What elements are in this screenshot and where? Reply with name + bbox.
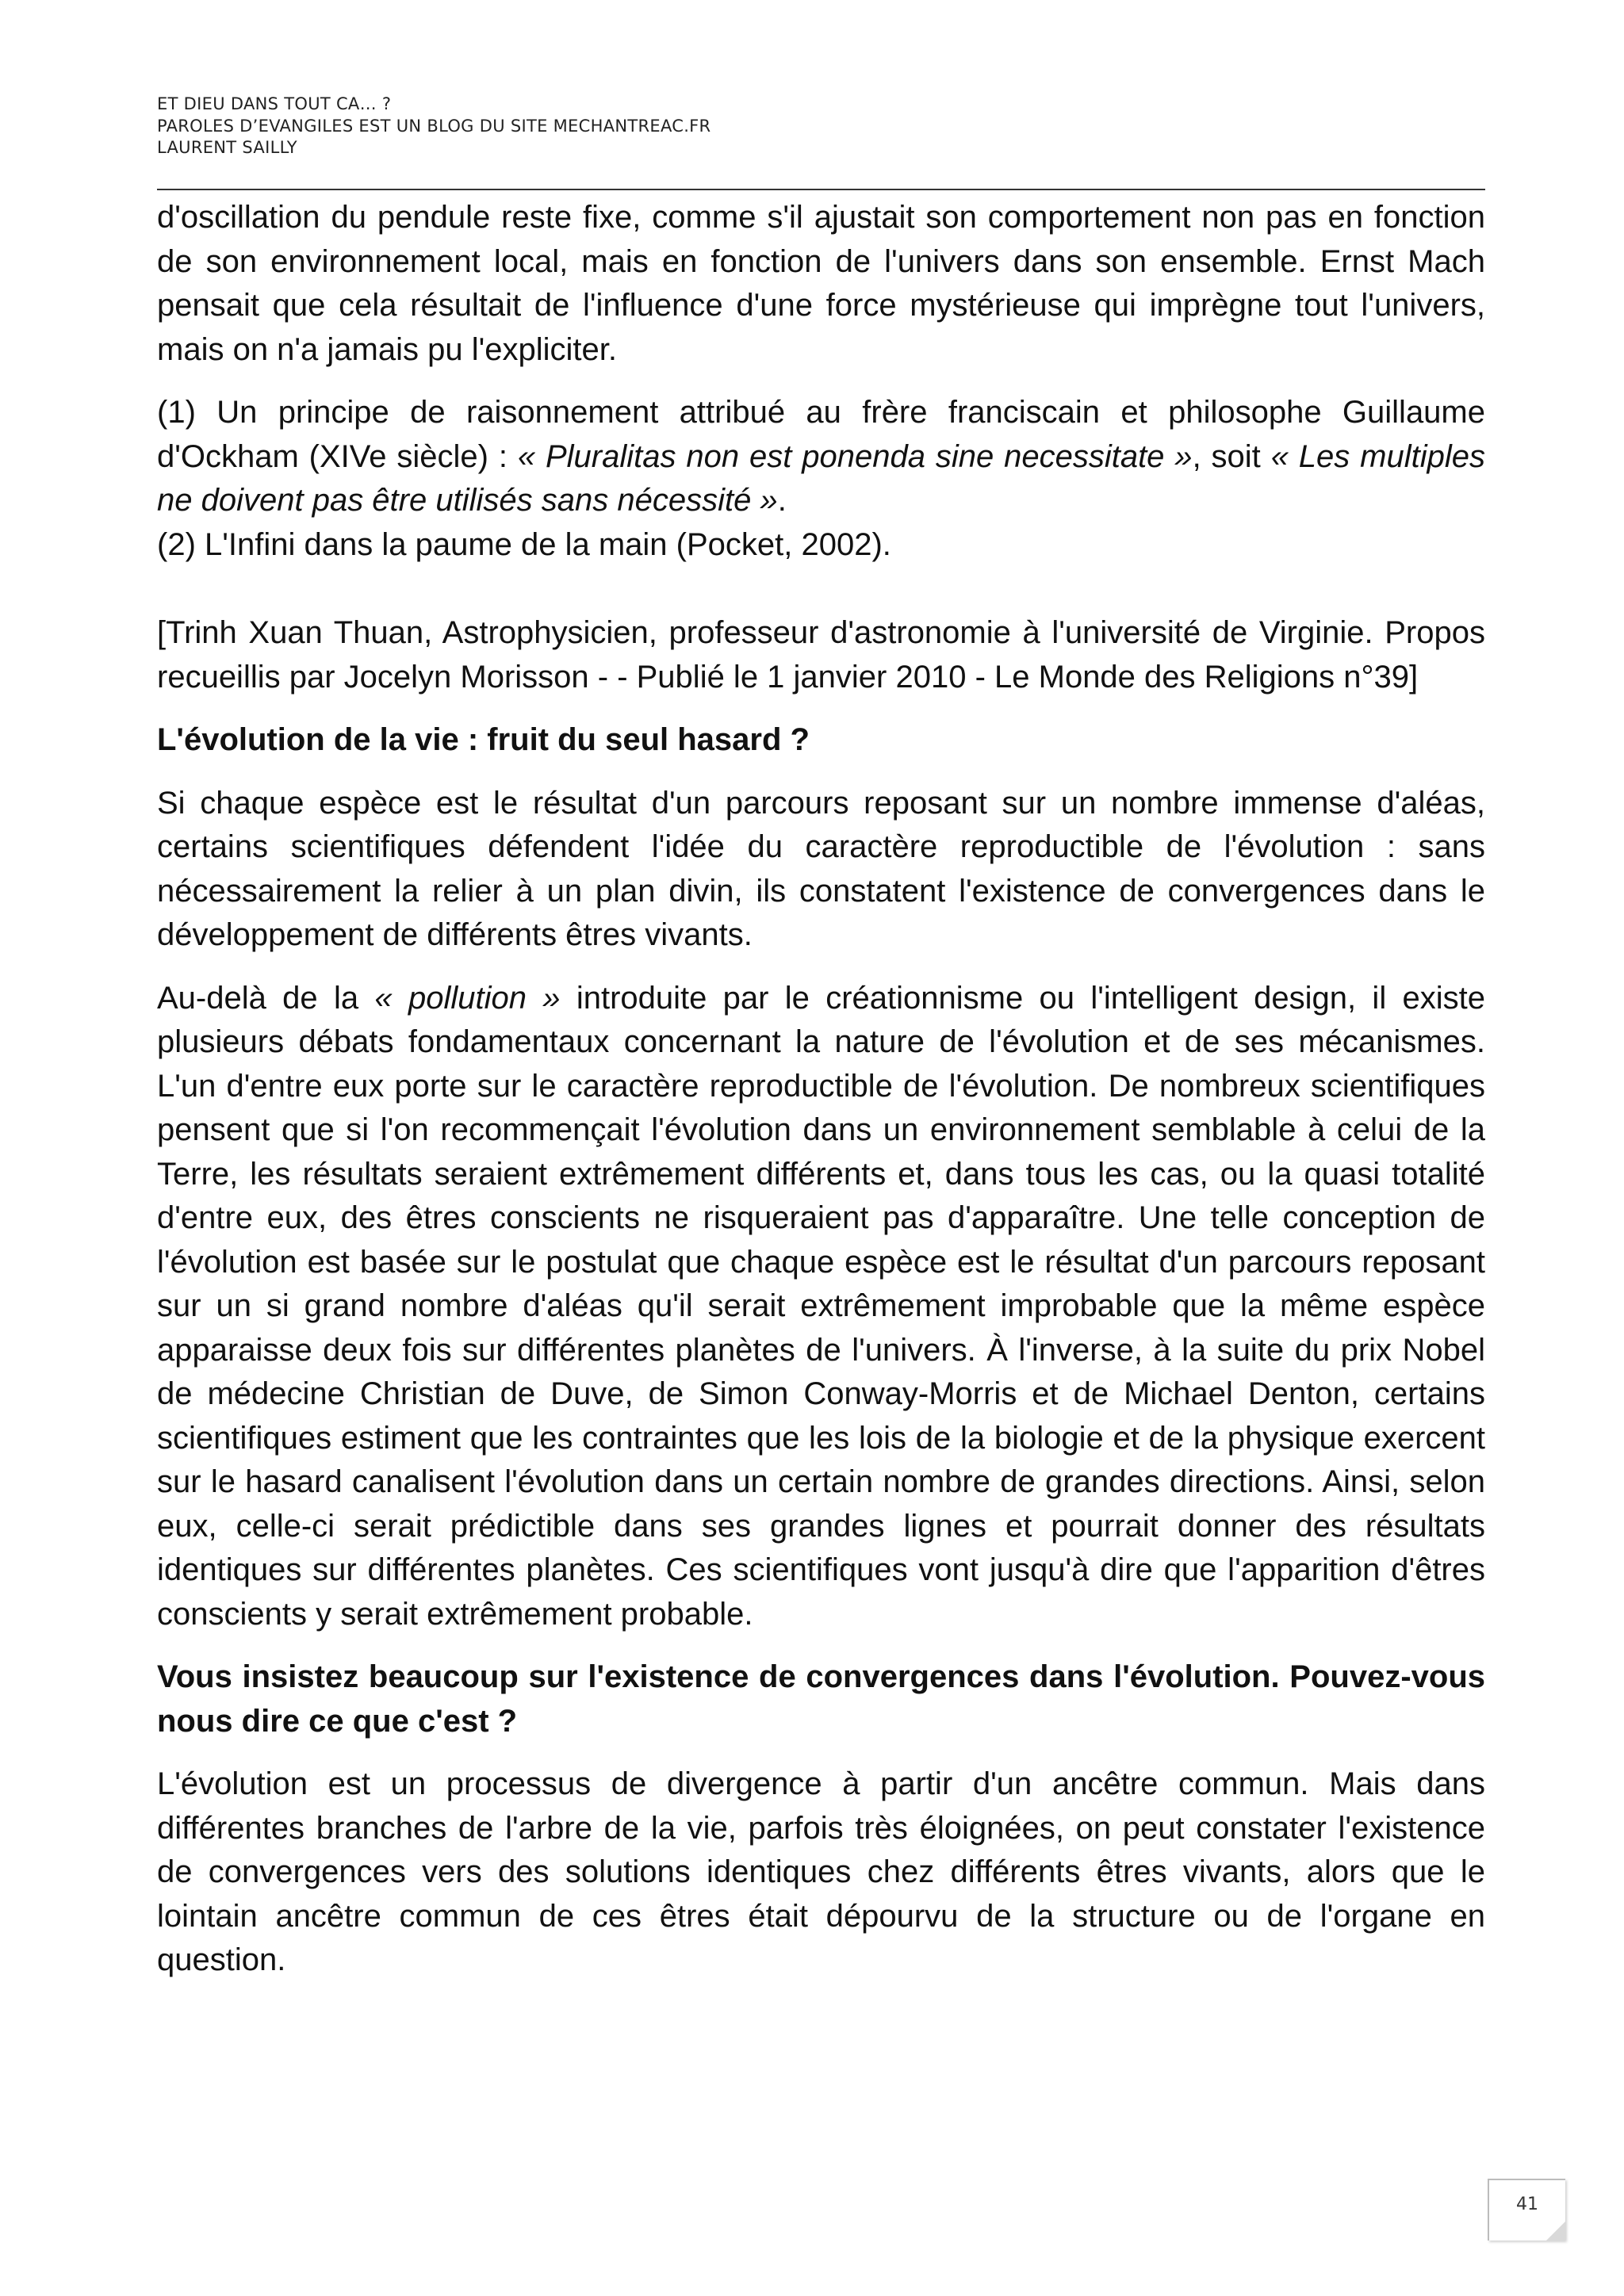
page-body (157, 196, 1485, 2002)
header-book-title: ET DIEU DANS TOUT CA… ? (157, 94, 392, 113)
footnote-1 (157, 391, 1485, 523)
paragraph-evolution-debate-rest: introduite par le créationnisme ou l'intelligent design, il existe plusieurs débats fondamentaux concernant la nature de l'évolution et de ses mécanismes. L'un d'entre eux porte sur le caractère reproductible de l'évolution. De nombreux scientifiques pensent que si l'on recommençait l'évolution dans un environnement semblable à celui de la Terre, les résultats seraient extrêmement différents et, dans tous les cas, ou la quasi totalité d'entre eux, des êtres conscients ne risqueraient pas d'apparaître. Une telle conception de l'évolution est basée sur le postulat que chaque espèce est le résultat d'un parcours reposant sur un si grand nombre d'aléas qu'il serait extrêmement improbable que la même espèce apparaisse deux fois sur différentes planètes de l'univers. À l'inverse, à la suite du prix Nobel de médecine Christian de Duve, de Simon Conway-Morris et de Michael Denton, certains scientifiques estiment que les contraintes que les lois de la biologie et de la physique exercent sur le hasard canalisent l'évolution dans un certain nombre de grandes directions. Ainsi, selon eux, celle-ci serait prédictible dans ses grandes lignes et pourrait donner des résultats identiques sur différentes planètes. Ces scientifiques vont jusqu'à dire que l'apparition d'êtres conscients y serait extrêmement probable. (157, 980, 1485, 1632)
header-author: LAURENT SAILLY (157, 138, 297, 157)
footnote-1-end: . (777, 483, 787, 518)
question-heading-convergences: Vous insistez beaucoup sur l'existence de convergences dans l'évolution. Pouvez-vous nous dire ce que c'est ? (157, 1659, 1485, 1739)
header-blog-line: PAROLES D’EVANGILES EST UN BLOG DU SITE MECHANTREAC.FR (157, 116, 711, 136)
page-number: 41 (1516, 2195, 1538, 2214)
paragraph-evolution-debate-start: Au-delà de la (157, 980, 375, 1016)
article-source: [Trinh Xuan Thuan, Astrophysicien, professeur d'astronomie à l'université de Virginie. Propos recueillis par Jocelyn Morisson - - Publié le 1 janvier 2010 - Le Monde des Religions n°39] (157, 615, 1485, 695)
running-header (157, 94, 1483, 159)
pollution-quote: « pollution » (374, 980, 561, 1016)
footnote-1-french-quote: « Les multiples ne doivent pas être utilisés sans nécessité » (157, 438, 1486, 518)
paragraph-continuation: d'oscillation du pendule reste fixe, comme s'il ajustait son comportement non pas en fonction de son environnement local, mais en fonction de l'univers dans son ensemble. Ernst Mach pensait que cela résultait de l'influence d'une force mystérieuse qui imprègne tout l'univers, mais on n'a jamais pu l'expliciter. (157, 200, 1485, 367)
footnote-2: (2) L'Infini dans la paume de la main (Pocket, 2002). (157, 526, 891, 562)
paragraph-evolution-debate (157, 977, 1485, 1637)
footnote-1-intro: (1) Un principe de raisonnement attribué au frère franciscain et philosophe Guillaume d'Ockham (XIVe siècle) : (157, 395, 1485, 474)
paragraph-convergences-answer: L'évolution est un processus de divergence à partir d'un ancêtre commun. Mais dans différentes branches de l'arbre de la vie, parfois très éloignées, on peut constater l'existence de convergences vers des solutions identiques chez différents êtres vivants, alors que le lointain ancêtre commun de ces êtres était dépourvu de la structure ou de l'organe en question. (157, 1766, 1485, 1977)
page-number-box (1488, 2179, 1565, 2241)
header-divider (157, 189, 1485, 190)
footnote-1-latin-quote: « Pluralitas non est ponenda sine necessitate » (517, 438, 1193, 474)
paragraph-evolution-intro: Si chaque espèce est le résultat d'un parcours reposant sur un nombre immense d'aléas, certains scientifiques défendent l'idée du caractère reproductible de l'évolution : sans nécessairement la relier à un plan divin, ils constatent l'existence de convergences dans le développement de différents êtres vivants. (157, 785, 1485, 952)
footnote-1-mid: , soit (1192, 438, 1271, 474)
section-heading-evolution: L'évolution de la vie : fruit du seul hasard ? (157, 722, 810, 757)
